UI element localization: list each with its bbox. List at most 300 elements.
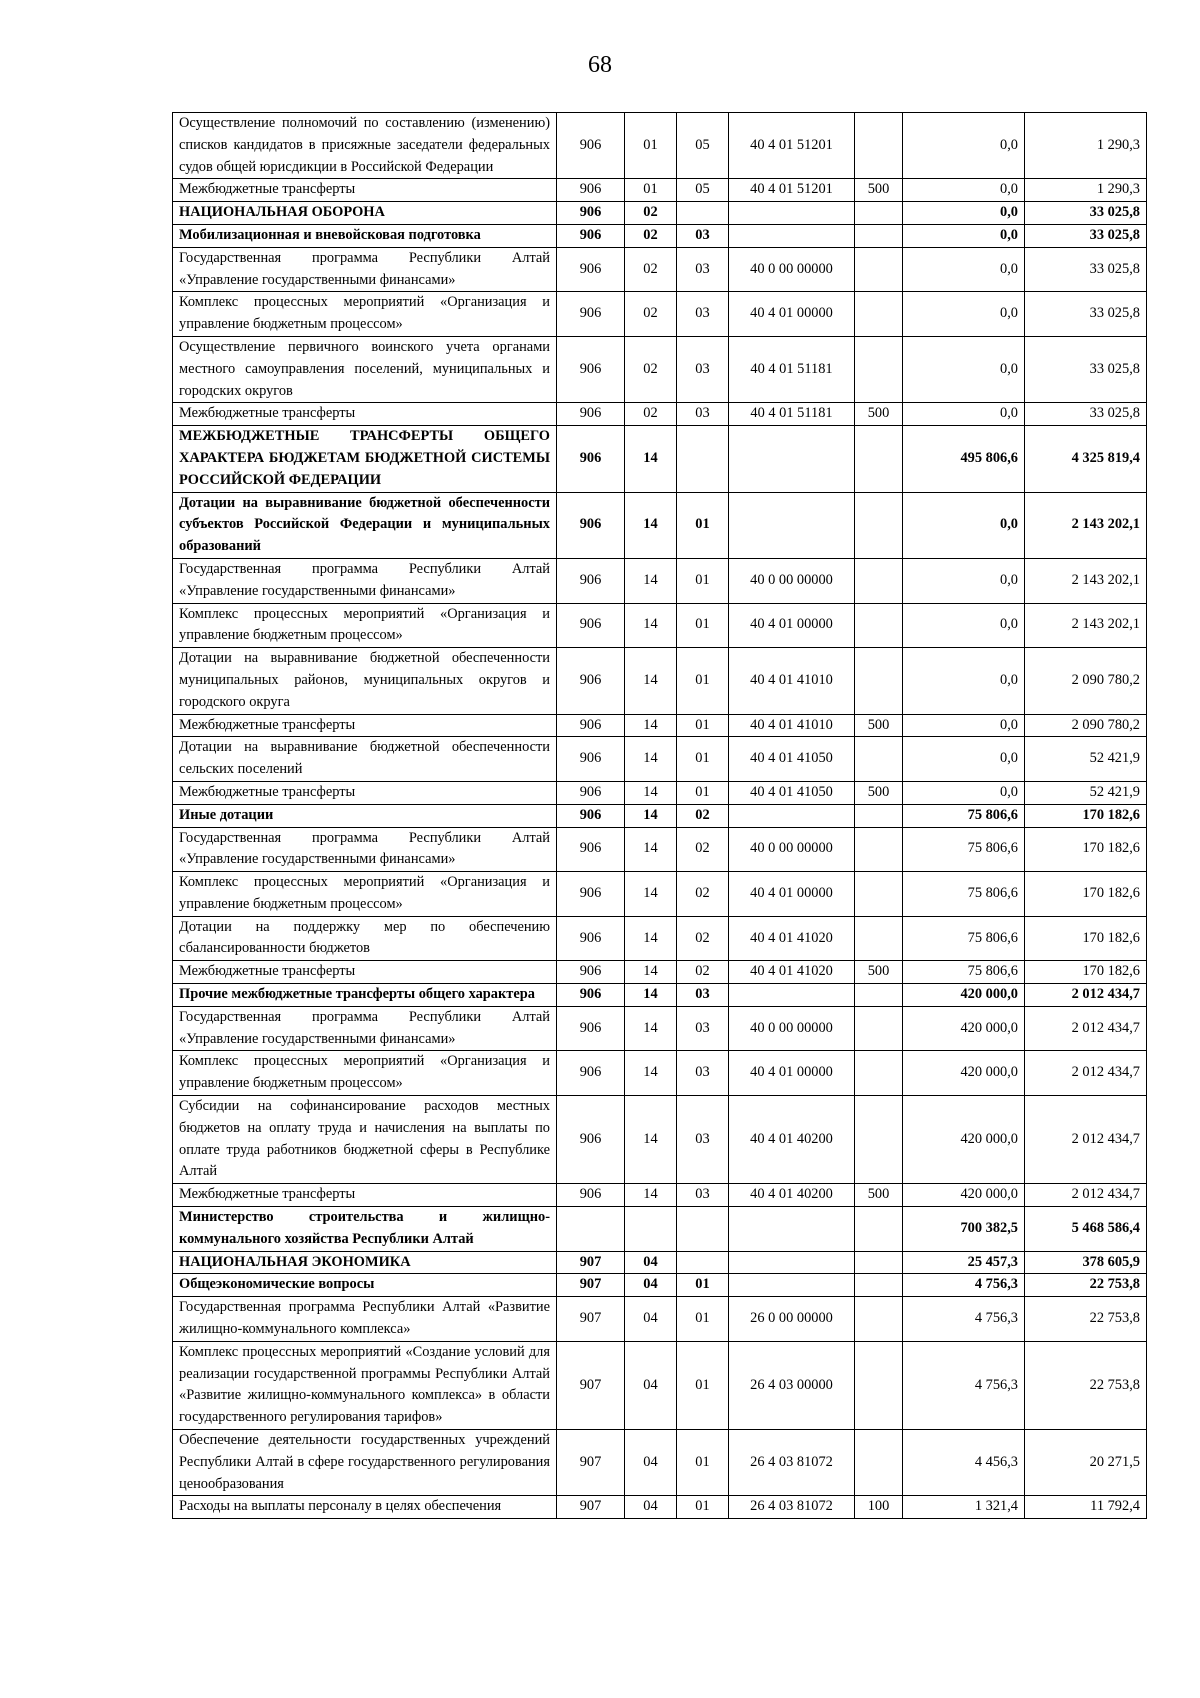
row-name-cell: Комплекс процессных мероприятий «Организация и управление бюджетным процессом» — [173, 292, 557, 337]
expense-type-cell — [855, 1430, 903, 1496]
table-row — [173, 737, 1147, 782]
subsection-code-cell: 01 — [677, 1430, 729, 1496]
row-name-cell: Министерство строительства и жилищно-коммунального хозяйства Республики Алтай — [173, 1207, 557, 1252]
row-name-cell: Дотации на выравнивание бюджетной обеспеченности сельских поселений — [173, 737, 557, 782]
section-code-cell: 14 — [625, 872, 677, 917]
subsection-code-cell — [677, 202, 729, 225]
row-name-cell: Осуществление первичного воинского учета органами местного самоуправления поселений, муниципальных и городских округов — [173, 336, 557, 402]
row-name-cell: Иные дотации — [173, 804, 557, 827]
target-article-cell: 40 4 01 00000 — [729, 872, 855, 917]
expense-type-cell — [855, 247, 903, 292]
section-code-cell: 04 — [625, 1341, 677, 1429]
ministry-code-cell: 906 — [557, 247, 625, 292]
section-code-cell: 04 — [625, 1430, 677, 1496]
row-name-cell: Межбюджетные трансферты — [173, 714, 557, 737]
target-article-cell: 40 4 01 41050 — [729, 781, 855, 804]
table-row — [173, 781, 1147, 804]
subsection-code-cell: 05 — [677, 179, 729, 202]
expense-type-cell: 500 — [855, 179, 903, 202]
ministry-code-cell: 906 — [557, 1051, 625, 1096]
section-code-cell: 02 — [625, 403, 677, 426]
subsection-code-cell: 03 — [677, 292, 729, 337]
amount-1-cell: 4 756,3 — [903, 1297, 1025, 1342]
amount-2-cell: 170 182,6 — [1025, 804, 1147, 827]
amount-2-cell: 2 143 202,1 — [1025, 558, 1147, 603]
ministry-code-cell: 907 — [557, 1430, 625, 1496]
target-article-cell: 40 0 00 00000 — [729, 827, 855, 872]
table-row — [173, 558, 1147, 603]
section-code-cell: 14 — [625, 984, 677, 1007]
ministry-code-cell: 906 — [557, 224, 625, 247]
row-name-cell: Комплекс процессных мероприятий «Организация и управление бюджетным процессом» — [173, 872, 557, 917]
amount-2-cell: 1 290,3 — [1025, 113, 1147, 179]
row-name-cell: Расходы на выплаты персоналу в целях обеспечения — [173, 1496, 557, 1519]
row-name-cell: Государственная программа Республики Алтай «Управление государственными финансами» — [173, 247, 557, 292]
subsection-code-cell: 01 — [677, 1496, 729, 1519]
amount-2-cell: 33 025,8 — [1025, 336, 1147, 402]
section-code-cell: 14 — [625, 603, 677, 648]
amount-2-cell: 1 290,3 — [1025, 179, 1147, 202]
section-code-cell: 02 — [625, 292, 677, 337]
expense-type-cell — [855, 984, 903, 1007]
ministry-code-cell: 906 — [557, 872, 625, 917]
section-code-cell: 14 — [625, 827, 677, 872]
expense-type-cell — [855, 224, 903, 247]
target-article-cell: 40 0 00 00000 — [729, 1006, 855, 1051]
expense-type-cell — [855, 1297, 903, 1342]
table-row — [173, 1096, 1147, 1184]
ministry-code-cell: 906 — [557, 558, 625, 603]
amount-1-cell: 420 000,0 — [903, 984, 1025, 1007]
amount-1-cell: 700 382,5 — [903, 1207, 1025, 1252]
row-name-cell: Комплекс процессных мероприятий «Организация и управление бюджетным процессом» — [173, 1051, 557, 1096]
ministry-code-cell: 906 — [557, 1006, 625, 1051]
amount-1-cell: 420 000,0 — [903, 1184, 1025, 1207]
subsection-code-cell: 02 — [677, 827, 729, 872]
expense-type-cell — [855, 603, 903, 648]
ministry-code-cell: 906 — [557, 113, 625, 179]
table-row — [173, 1251, 1147, 1274]
expense-type-cell — [855, 1096, 903, 1184]
section-code-cell: 14 — [625, 1184, 677, 1207]
subsection-code-cell: 01 — [677, 714, 729, 737]
amount-1-cell: 0,0 — [903, 781, 1025, 804]
target-article-cell — [729, 1274, 855, 1297]
row-name-cell: Прочие межбюджетные трансферты общего характера — [173, 984, 557, 1007]
target-article-cell — [729, 984, 855, 1007]
table-row — [173, 1297, 1147, 1342]
subsection-code-cell: 02 — [677, 872, 729, 917]
target-article-cell — [729, 1207, 855, 1252]
target-article-cell: 40 4 01 41050 — [729, 737, 855, 782]
ministry-code-cell: 906 — [557, 916, 625, 961]
subsection-code-cell: 03 — [677, 336, 729, 402]
expense-type-cell: 100 — [855, 1496, 903, 1519]
ministry-code-cell: 907 — [557, 1341, 625, 1429]
section-code-cell: 14 — [625, 1051, 677, 1096]
amount-1-cell: 1 321,4 — [903, 1496, 1025, 1519]
section-code-cell — [625, 1207, 677, 1252]
table-row — [173, 961, 1147, 984]
amount-1-cell: 0,0 — [903, 179, 1025, 202]
table-row — [173, 336, 1147, 402]
amount-1-cell: 0,0 — [903, 492, 1025, 558]
target-article-cell: 40 4 01 41010 — [729, 714, 855, 737]
section-code-cell: 04 — [625, 1251, 677, 1274]
section-code-cell: 04 — [625, 1496, 677, 1519]
subsection-code-cell: 01 — [677, 737, 729, 782]
expense-type-cell — [855, 1051, 903, 1096]
amount-1-cell: 75 806,6 — [903, 827, 1025, 872]
subsection-code-cell: 03 — [677, 1051, 729, 1096]
amount-2-cell: 2 090 780,2 — [1025, 648, 1147, 714]
table-row — [173, 1496, 1147, 1519]
target-article-cell: 26 4 03 81072 — [729, 1430, 855, 1496]
row-name-cell: Комплекс процессных мероприятий «Создание условий для реализации государственной программы Республики Алтай «Развитие жилищно-коммунального комплекса» в области государственного регулирования тарифов» — [173, 1341, 557, 1429]
section-code-cell: 14 — [625, 804, 677, 827]
row-name-cell: Дотации на выравнивание бюджетной обеспеченности муниципальных районов, муниципальных округов и городского округа — [173, 648, 557, 714]
subsection-code-cell: 01 — [677, 648, 729, 714]
expense-type-cell — [855, 1274, 903, 1297]
subsection-code-cell — [677, 426, 729, 492]
amount-2-cell: 5 468 586,4 — [1025, 1207, 1147, 1252]
table-row — [173, 916, 1147, 961]
row-name-cell: Государственная программа Республики Алтай «Управление государственными финансами» — [173, 1006, 557, 1051]
ministry-code-cell: 906 — [557, 492, 625, 558]
ministry-code-cell: 906 — [557, 403, 625, 426]
row-name-cell: Мобилизационная и вневойсковая подготовка — [173, 224, 557, 247]
table-row — [173, 1430, 1147, 1496]
expense-type-cell — [855, 113, 903, 179]
amount-2-cell: 52 421,9 — [1025, 737, 1147, 782]
target-article-cell: 40 4 01 51201 — [729, 179, 855, 202]
target-article-cell: 40 0 00 00000 — [729, 558, 855, 603]
amount-2-cell: 170 182,6 — [1025, 872, 1147, 917]
expense-type-cell — [855, 1006, 903, 1051]
amount-1-cell: 75 806,6 — [903, 961, 1025, 984]
table-row — [173, 426, 1147, 492]
expense-type-cell — [855, 336, 903, 402]
amount-1-cell: 0,0 — [903, 558, 1025, 603]
expense-type-cell — [855, 737, 903, 782]
target-article-cell: 26 0 00 00000 — [729, 1297, 855, 1342]
subsection-code-cell — [677, 1207, 729, 1252]
ministry-code-cell: 907 — [557, 1274, 625, 1297]
amount-1-cell: 0,0 — [903, 113, 1025, 179]
section-code-cell: 04 — [625, 1274, 677, 1297]
ministry-code-cell: 906 — [557, 202, 625, 225]
target-article-cell: 40 4 01 41010 — [729, 648, 855, 714]
target-article-cell — [729, 492, 855, 558]
section-code-cell: 14 — [625, 1096, 677, 1184]
table-row — [173, 403, 1147, 426]
amount-1-cell: 0,0 — [903, 292, 1025, 337]
ministry-code-cell: 906 — [557, 648, 625, 714]
table-row — [173, 648, 1147, 714]
row-name-cell: Государственная программа Республики Алтай «Управление государственными финансами» — [173, 558, 557, 603]
target-article-cell: 40 4 01 51181 — [729, 336, 855, 402]
budget-table — [172, 112, 1147, 1519]
amount-2-cell: 33 025,8 — [1025, 403, 1147, 426]
expense-type-cell — [855, 872, 903, 917]
subsection-code-cell: 02 — [677, 916, 729, 961]
target-article-cell — [729, 804, 855, 827]
expense-type-cell — [855, 827, 903, 872]
table-row — [173, 872, 1147, 917]
table-row — [173, 202, 1147, 225]
table-row — [173, 113, 1147, 179]
target-article-cell — [729, 224, 855, 247]
row-name-cell: Субсидии на софинансирование расходов местных бюджетов на оплату труда и начисления на выплаты по оплате труда работников бюджетной сферы в Республике Алтай — [173, 1096, 557, 1184]
amount-2-cell: 33 025,8 — [1025, 292, 1147, 337]
amount-1-cell: 420 000,0 — [903, 1051, 1025, 1096]
expense-type-cell — [855, 648, 903, 714]
table-row — [173, 1207, 1147, 1252]
section-code-cell: 02 — [625, 336, 677, 402]
amount-2-cell: 22 753,8 — [1025, 1297, 1147, 1342]
ministry-code-cell: 906 — [557, 179, 625, 202]
subsection-code-cell: 03 — [677, 247, 729, 292]
subsection-code-cell: 03 — [677, 1096, 729, 1184]
subsection-code-cell: 01 — [677, 603, 729, 648]
amount-2-cell: 22 753,8 — [1025, 1341, 1147, 1429]
amount-1-cell: 25 457,3 — [903, 1251, 1025, 1274]
expense-type-cell — [855, 492, 903, 558]
page-number: 68 — [588, 52, 612, 78]
subsection-code-cell: 03 — [677, 224, 729, 247]
ministry-code-cell: 906 — [557, 961, 625, 984]
subsection-code-cell — [677, 1251, 729, 1274]
section-code-cell: 14 — [625, 714, 677, 737]
table-row — [173, 804, 1147, 827]
section-code-cell: 14 — [625, 558, 677, 603]
expense-type-cell: 500 — [855, 1184, 903, 1207]
amount-2-cell: 11 792,4 — [1025, 1496, 1147, 1519]
expense-type-cell — [855, 916, 903, 961]
expense-type-cell: 500 — [855, 403, 903, 426]
expense-type-cell — [855, 558, 903, 603]
subsection-code-cell: 02 — [677, 961, 729, 984]
ministry-code-cell: 906 — [557, 1096, 625, 1184]
target-article-cell — [729, 1251, 855, 1274]
ministry-code-cell: 906 — [557, 292, 625, 337]
expense-type-cell: 500 — [855, 781, 903, 804]
section-code-cell: 14 — [625, 781, 677, 804]
subsection-code-cell: 05 — [677, 113, 729, 179]
amount-2-cell: 170 182,6 — [1025, 916, 1147, 961]
amount-1-cell: 0,0 — [903, 714, 1025, 737]
row-name-cell: Обеспечение деятельности государственных учреждений Республики Алтай в сфере государственного регулирования ценообразования — [173, 1430, 557, 1496]
amount-1-cell: 75 806,6 — [903, 872, 1025, 917]
target-article-cell: 26 4 03 81072 — [729, 1496, 855, 1519]
amount-1-cell: 0,0 — [903, 247, 1025, 292]
row-name-cell: Межбюджетные трансферты — [173, 179, 557, 202]
table-row — [173, 714, 1147, 737]
table-row — [173, 1274, 1147, 1297]
subsection-code-cell: 01 — [677, 1274, 729, 1297]
ministry-code-cell: 906 — [557, 737, 625, 782]
amount-1-cell: 0,0 — [903, 403, 1025, 426]
ministry-code-cell: 906 — [557, 984, 625, 1007]
table-row — [173, 1184, 1147, 1207]
amount-1-cell: 75 806,6 — [903, 916, 1025, 961]
section-code-cell: 04 — [625, 1297, 677, 1342]
row-name-cell: Межбюджетные трансферты — [173, 1184, 557, 1207]
target-article-cell: 40 4 01 00000 — [729, 1051, 855, 1096]
amount-2-cell: 2 012 434,7 — [1025, 984, 1147, 1007]
table-row — [173, 247, 1147, 292]
expense-type-cell — [855, 1341, 903, 1429]
subsection-code-cell: 01 — [677, 1341, 729, 1429]
amount-1-cell: 4 756,3 — [903, 1341, 1025, 1429]
section-code-cell: 14 — [625, 426, 677, 492]
ministry-code-cell — [557, 1207, 625, 1252]
row-name-cell: НАЦИОНАЛЬНАЯ ЭКОНОМИКА — [173, 1251, 557, 1274]
table-row — [173, 179, 1147, 202]
amount-2-cell: 22 753,8 — [1025, 1274, 1147, 1297]
amount-2-cell: 33 025,8 — [1025, 247, 1147, 292]
ministry-code-cell: 906 — [557, 1184, 625, 1207]
row-name-cell: Межбюджетные трансферты — [173, 781, 557, 804]
row-name-cell: Дотации на выравнивание бюджетной обеспеченности субъектов Российской Федерации и муниципальных образований — [173, 492, 557, 558]
amount-1-cell: 4 456,3 — [903, 1430, 1025, 1496]
amount-1-cell: 4 756,3 — [903, 1274, 1025, 1297]
row-name-cell: Межбюджетные трансферты — [173, 961, 557, 984]
ministry-code-cell: 906 — [557, 781, 625, 804]
amount-2-cell: 170 182,6 — [1025, 827, 1147, 872]
amount-1-cell: 0,0 — [903, 202, 1025, 225]
subsection-code-cell: 01 — [677, 781, 729, 804]
ministry-code-cell: 906 — [557, 804, 625, 827]
row-name-cell: Государственная программа Республики Алтай «Развитие жилищно-коммунального комплекса» — [173, 1297, 557, 1342]
ministry-code-cell: 907 — [557, 1251, 625, 1274]
amount-2-cell: 2 012 434,7 — [1025, 1006, 1147, 1051]
amount-1-cell: 0,0 — [903, 603, 1025, 648]
table-row — [173, 1341, 1147, 1429]
row-name-cell: НАЦИОНАЛЬНАЯ ОБОРОНА — [173, 202, 557, 225]
table-row — [173, 292, 1147, 337]
ministry-code-cell: 906 — [557, 603, 625, 648]
expense-type-cell — [855, 804, 903, 827]
row-name-cell: Комплекс процессных мероприятий «Организация и управление бюджетным процессом» — [173, 603, 557, 648]
section-code-cell: 02 — [625, 202, 677, 225]
amount-1-cell: 0,0 — [903, 737, 1025, 782]
subsection-code-cell: 03 — [677, 984, 729, 1007]
ministry-code-cell: 907 — [557, 1496, 625, 1519]
amount-2-cell: 2 012 434,7 — [1025, 1184, 1147, 1207]
row-name-cell: Государственная программа Республики Алтай «Управление государственными финансами» — [173, 827, 557, 872]
section-code-cell: 14 — [625, 916, 677, 961]
table-row — [173, 984, 1147, 1007]
table-row — [173, 1006, 1147, 1051]
amount-2-cell: 2 012 434,7 — [1025, 1051, 1147, 1096]
section-code-cell: 14 — [625, 961, 677, 984]
section-code-cell: 01 — [625, 179, 677, 202]
ministry-code-cell: 907 — [557, 1297, 625, 1342]
target-article-cell: 40 4 01 00000 — [729, 603, 855, 648]
expense-type-cell — [855, 202, 903, 225]
subsection-code-cell: 01 — [677, 1297, 729, 1342]
table-body — [173, 113, 1147, 1519]
row-name-cell: Межбюджетные трансферты — [173, 403, 557, 426]
target-article-cell: 40 4 01 51201 — [729, 113, 855, 179]
section-code-cell: 02 — [625, 247, 677, 292]
ministry-code-cell: 906 — [557, 714, 625, 737]
target-article-cell: 40 0 00 00000 — [729, 247, 855, 292]
amount-1-cell: 420 000,0 — [903, 1096, 1025, 1184]
target-article-cell — [729, 202, 855, 225]
table-row — [173, 1051, 1147, 1096]
row-name-cell: Осуществление полномочий по составлению (изменению) списков кандидатов в присяжные заседатели федеральных судов общей юрисдикции в Российской Федерации — [173, 113, 557, 179]
expense-type-cell — [855, 292, 903, 337]
expense-type-cell — [855, 426, 903, 492]
amount-1-cell: 0,0 — [903, 224, 1025, 247]
target-article-cell: 40 4 01 41020 — [729, 916, 855, 961]
table-row — [173, 224, 1147, 247]
amount-2-cell: 4 325 819,4 — [1025, 426, 1147, 492]
amount-1-cell: 75 806,6 — [903, 804, 1025, 827]
amount-2-cell: 2 143 202,1 — [1025, 603, 1147, 648]
amount-1-cell: 0,0 — [903, 648, 1025, 714]
amount-2-cell: 2 090 780,2 — [1025, 714, 1147, 737]
amount-2-cell: 52 421,9 — [1025, 781, 1147, 804]
subsection-code-cell: 03 — [677, 403, 729, 426]
section-code-cell: 01 — [625, 113, 677, 179]
subsection-code-cell: 01 — [677, 492, 729, 558]
ministry-code-cell: 906 — [557, 827, 625, 872]
amount-1-cell: 495 806,6 — [903, 426, 1025, 492]
subsection-code-cell: 03 — [677, 1006, 729, 1051]
amount-2-cell: 20 271,5 — [1025, 1430, 1147, 1496]
amount-2-cell: 170 182,6 — [1025, 961, 1147, 984]
amount-2-cell: 33 025,8 — [1025, 224, 1147, 247]
target-article-cell: 40 4 01 00000 — [729, 292, 855, 337]
target-article-cell: 40 4 01 41020 — [729, 961, 855, 984]
amount-2-cell: 2 012 434,7 — [1025, 1096, 1147, 1184]
row-name-cell: Общеэкономические вопросы — [173, 1274, 557, 1297]
row-name-cell: Дотации на поддержку мер по обеспечению сбалансированности бюджетов — [173, 916, 557, 961]
expense-type-cell — [855, 1251, 903, 1274]
expense-type-cell: 500 — [855, 961, 903, 984]
table-row — [173, 492, 1147, 558]
target-article-cell: 26 4 03 00000 — [729, 1341, 855, 1429]
amount-1-cell: 420 000,0 — [903, 1006, 1025, 1051]
section-code-cell: 14 — [625, 648, 677, 714]
amount-2-cell: 2 143 202,1 — [1025, 492, 1147, 558]
expense-type-cell: 500 — [855, 714, 903, 737]
section-code-cell: 14 — [625, 492, 677, 558]
subsection-code-cell: 01 — [677, 558, 729, 603]
target-article-cell: 40 4 01 51181 — [729, 403, 855, 426]
section-code-cell: 14 — [625, 1006, 677, 1051]
target-article-cell — [729, 426, 855, 492]
ministry-code-cell: 906 — [557, 426, 625, 492]
subsection-code-cell: 02 — [677, 804, 729, 827]
subsection-code-cell: 03 — [677, 1184, 729, 1207]
amount-2-cell: 378 605,9 — [1025, 1251, 1147, 1274]
section-code-cell: 14 — [625, 737, 677, 782]
section-code-cell: 02 — [625, 224, 677, 247]
table-row — [173, 603, 1147, 648]
target-article-cell: 40 4 01 40200 — [729, 1096, 855, 1184]
row-name-cell: МЕЖБЮДЖЕТНЫЕ ТРАНСФЕРТЫ ОБЩЕГО ХАРАКТЕРА БЮДЖЕТАМ БЮДЖЕТНОЙ СИСТЕМЫ РОССИЙСКОЙ ФЕДЕРАЦИИ — [173, 426, 557, 492]
target-article-cell: 40 4 01 40200 — [729, 1184, 855, 1207]
amount-2-cell: 33 025,8 — [1025, 202, 1147, 225]
ministry-code-cell: 906 — [557, 336, 625, 402]
table-row — [173, 827, 1147, 872]
amount-1-cell: 0,0 — [903, 336, 1025, 402]
expense-type-cell — [855, 1207, 903, 1252]
